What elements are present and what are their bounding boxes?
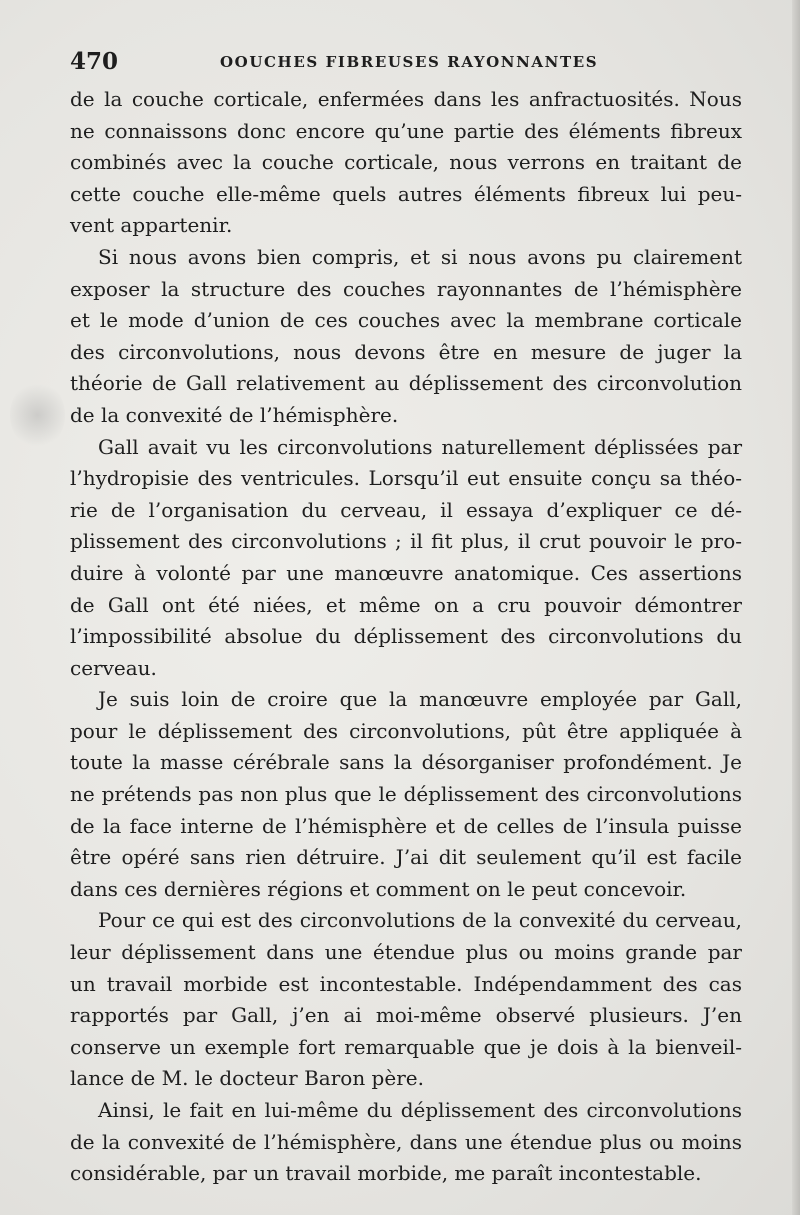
text-line: dans ces dernières régions et comment on le peut concevoir. (70, 876, 687, 901)
text-line: cette couche elle-même quels autres éléments fibreux lui peu- (70, 181, 742, 206)
text-line: toute la masse cérébrale sans la désorganiser profondément. Je (70, 750, 742, 775)
text-line: l’hydropisie des ventricules. Lorsqu’il eut ensuite conçu sa théo- (70, 466, 742, 491)
text-line: exposer la structure des couches rayonnantes de l’hémisphère (70, 276, 742, 301)
text-line: lance de M. le docteur Baron père. (70, 1066, 424, 1091)
text-line: être opéré sans rien détruire. J’ai dit seulement qu’il est facile (70, 845, 742, 870)
text-line: cerveau. (70, 655, 157, 680)
text-line: vent appartenir. (70, 213, 233, 238)
text-line: Gall avait vu les circonvolutions naturellement déplissées par (98, 434, 742, 459)
text-line: de la convexité de l’hémisphère. (70, 402, 399, 427)
page-header (70, 48, 740, 76)
text-line: de la convexité de l’hémisphère, dans une étendue plus ou moins (70, 1129, 742, 1154)
text-line: leur déplissement dans une étendue plus ou moins grande par (70, 940, 742, 965)
page-number: 470 (70, 48, 119, 75)
text-line: Ainsi, le fait en lui-même du déplissement des circonvolutions (98, 1098, 742, 1122)
text-line: plissement des circonvolutions ; il fit plus, il crut pouvoir le pro- (70, 529, 742, 554)
text-line: des circonvolutions, nous devons être en mesure de juger la (70, 339, 742, 364)
text-line: duire à volonté par une manœuvre anatomique. Ces assertions (70, 560, 742, 585)
page-edge-shadow (792, 0, 800, 1215)
text-line: rie de l’organisation du cerveau, il essaya d’expliquer ce dé- (70, 497, 742, 522)
text-line: ne connaissons donc encore qu’une partie des éléments fibreux (70, 118, 742, 143)
text-line: ne prétends pas non plus que le déplissement des circonvolutions (70, 782, 742, 807)
text-line: l’impossibilité absolue du déplissement des circonvolutions du (70, 624, 742, 649)
text-line: un travail morbide est incontestable. Indépendamment des cas (70, 971, 742, 996)
running-head: OOUCHES FIBREUSES RAYONNANTES (220, 53, 599, 71)
text-line: Si nous avons bien compris, et si nous avons pu clairement (98, 244, 742, 269)
text-line: et le mode d’union de ces couches avec la membrane corticale (70, 308, 742, 333)
text-line: Je suis loin de croire que la manœuvre employée par Gall, (98, 687, 742, 712)
text-line: de la couche corticale, enfermées dans les anfractuosités. Nous (70, 87, 742, 111)
body-text (70, 84, 742, 1190)
text-line: considérable, par un travail morbide, me paraît incontestable. (70, 1161, 702, 1186)
text-line: théorie de Gall relativement au déplissement des circonvolution (70, 371, 742, 396)
ink-blot (10, 380, 65, 450)
text-line: conserve un exemple fort remarquable que je dois à la bienveil- (70, 1034, 742, 1059)
text-line: de Gall ont été niées, et même on a cru pouvoir démontrer (70, 592, 742, 617)
text-line: pour le déplissement des circonvolutions, pût être appliquée à (70, 718, 742, 743)
text-line: rapportés par Gall, j’en ai moi-même observé plusieurs. J’en (70, 1003, 742, 1028)
text-line: Pour ce qui est des circonvolutions de la convexité du cerveau, (98, 908, 742, 933)
text-line: combinés avec la couche corticale, nous verrons en traitant de (70, 150, 742, 175)
text-line: de la face interne de l’hémisphère et de celles de l’insula puisse (70, 813, 742, 838)
